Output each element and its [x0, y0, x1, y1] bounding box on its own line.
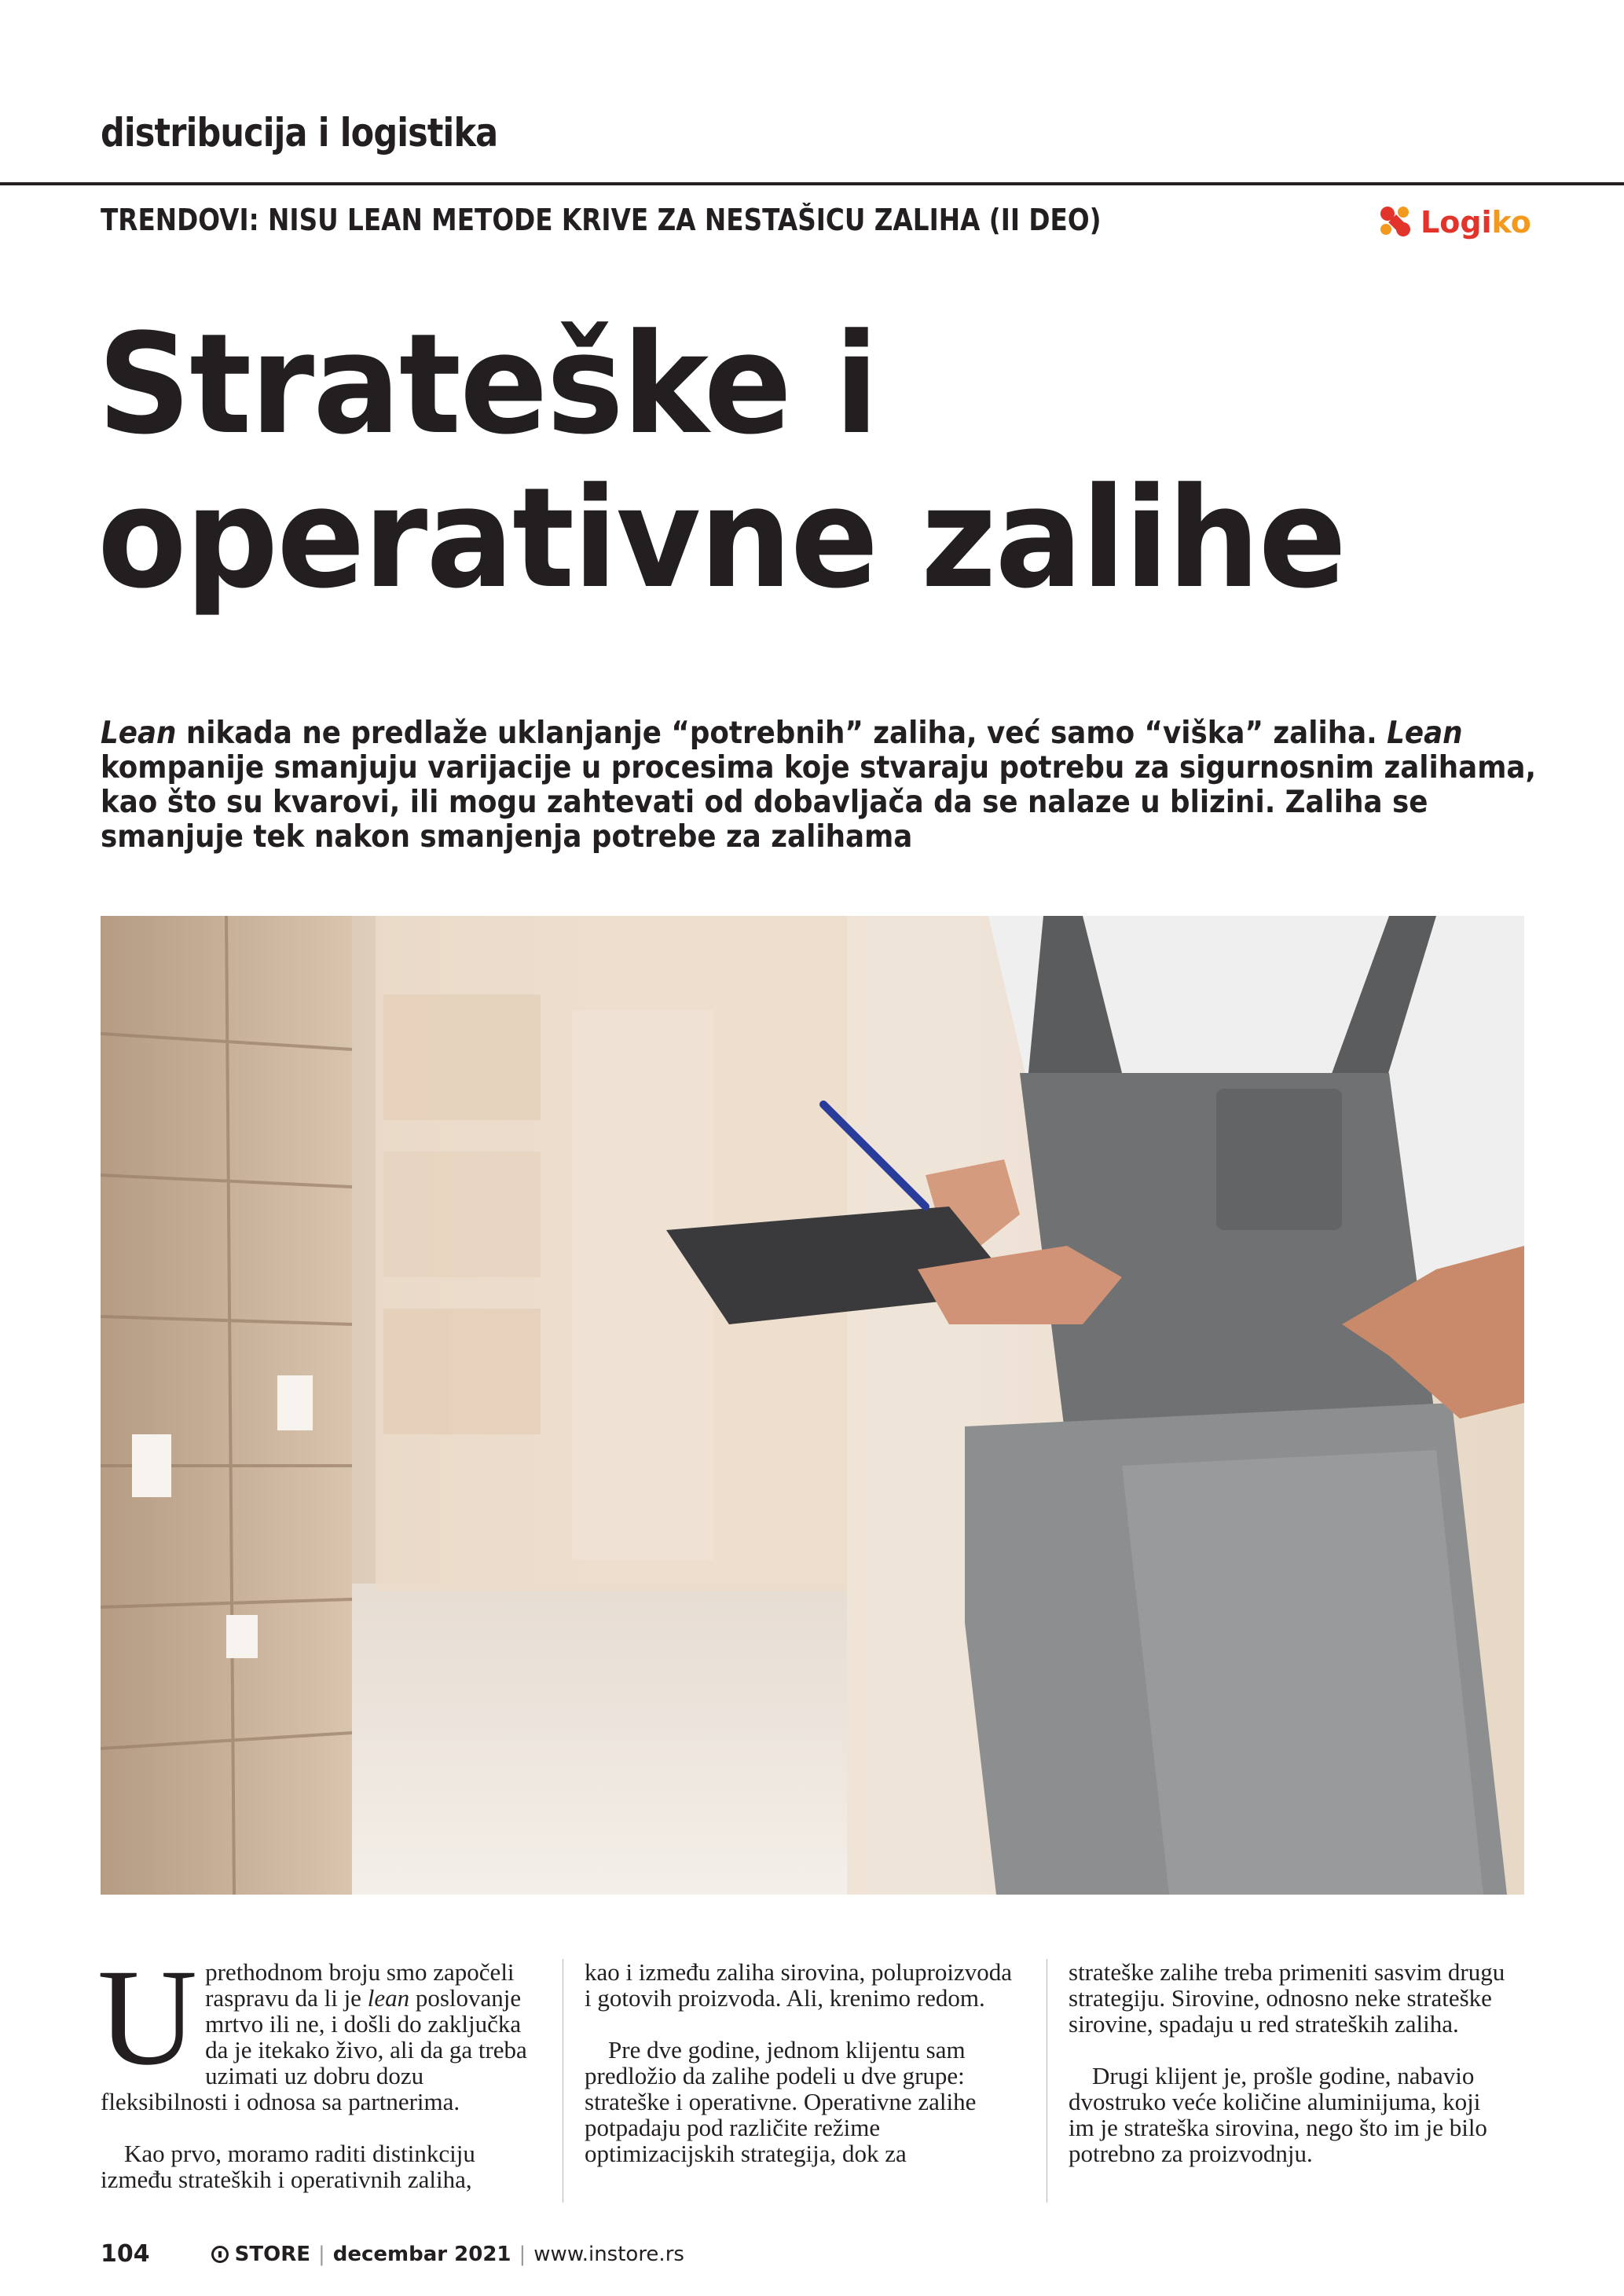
header-rule — [0, 182, 1624, 185]
drop-cap: U — [97, 1941, 198, 2094]
title-line-2: operativne zalihe — [97, 458, 1346, 619]
title-line-1: Strateške i — [97, 304, 878, 465]
paragraph: Drugi klijent je, prošle godine, nabavio dvostruko veće količine aluminijuma, koji im je strateška sirovina, nego što im je bilo potrebno za proizvodnju. — [1069, 2062, 1487, 2167]
body-column-1: Uprethodnom broju smo započeli raspravu da li je lean poslovanje mrtvo ili ne, i došli do zaključka da je itekako živo, ali da ga treba uzimati uz dobru dozu fleksibilnosti i odnosa sa partnerima. Kao prvo, moramo raditi distinkciju između strateških i operativnih zaliha, — [101, 1959, 541, 2192]
paragraph: strateške zalihe treba primeniti sasvim drugu strategiju. Sirovine, odnosno neke strateške sirovine, spadaju u red strateških zaliha. — [1069, 1958, 1505, 2038]
article-kicker: TRENDOVI: NISU LEAN METODE KRIVE ZA NESTAŠICU ZALIHA (II DEO) — [101, 203, 1102, 237]
body-column-3 — [1069, 1959, 1509, 2166]
logiko-logo-text: Logiko — [1421, 205, 1531, 240]
body-column-2 — [585, 1959, 1025, 2166]
logiko-logo — [1377, 200, 1531, 245]
magazine-brand: STORE — [234, 2242, 310, 2266]
warehouse-worker-illustration — [101, 916, 1524, 1895]
paragraph: kao i između zaliha sirovina, poluproizvoda i gotovih proizvoda. Ali, krenimo redom. — [585, 1958, 1013, 2012]
article-photo — [101, 916, 1524, 1895]
article-lead: Lean nikada ne predlaže uklanjanje “potrebnih” zaliha, već samo “viška” zaliha. Lean kompanije smanjuju varijacije u procesima koje stvaraju potrebu za sigurnosnim zalihama, kao što su kvarovi, ili mogu zahtevati od dobavljača da se nalaze u blizini. Zaliha se smanjuje tek nakon smanjenja potrebe za zalihama — [101, 716, 1537, 855]
section-label: distribucija i logistika — [101, 110, 498, 156]
logiko-logo-icon — [1377, 203, 1416, 242]
instore-logo-icon — [211, 2246, 229, 2263]
page-number: 104 — [101, 2240, 150, 2268]
article-title — [97, 304, 1346, 619]
paragraph: Pre dve godine, jednom klijentu sam predložio da zalihe podeli u dve grupe: strateške i operativne. Operativne zalihe potpadaju pod različite režime optimizacijskih strategija, dok za — [585, 2036, 977, 2167]
page-footer: 104 STORE | decembar 2021 | www.instore.rs — [101, 2240, 684, 2268]
issue-date: decembar 2021 — [332, 2242, 511, 2266]
magazine-url[interactable]: www.instore.rs — [533, 2242, 684, 2266]
paragraph: Kao prvo, moramo raditi distinkciju između strateških i operativnih zaliha, — [101, 2140, 475, 2193]
